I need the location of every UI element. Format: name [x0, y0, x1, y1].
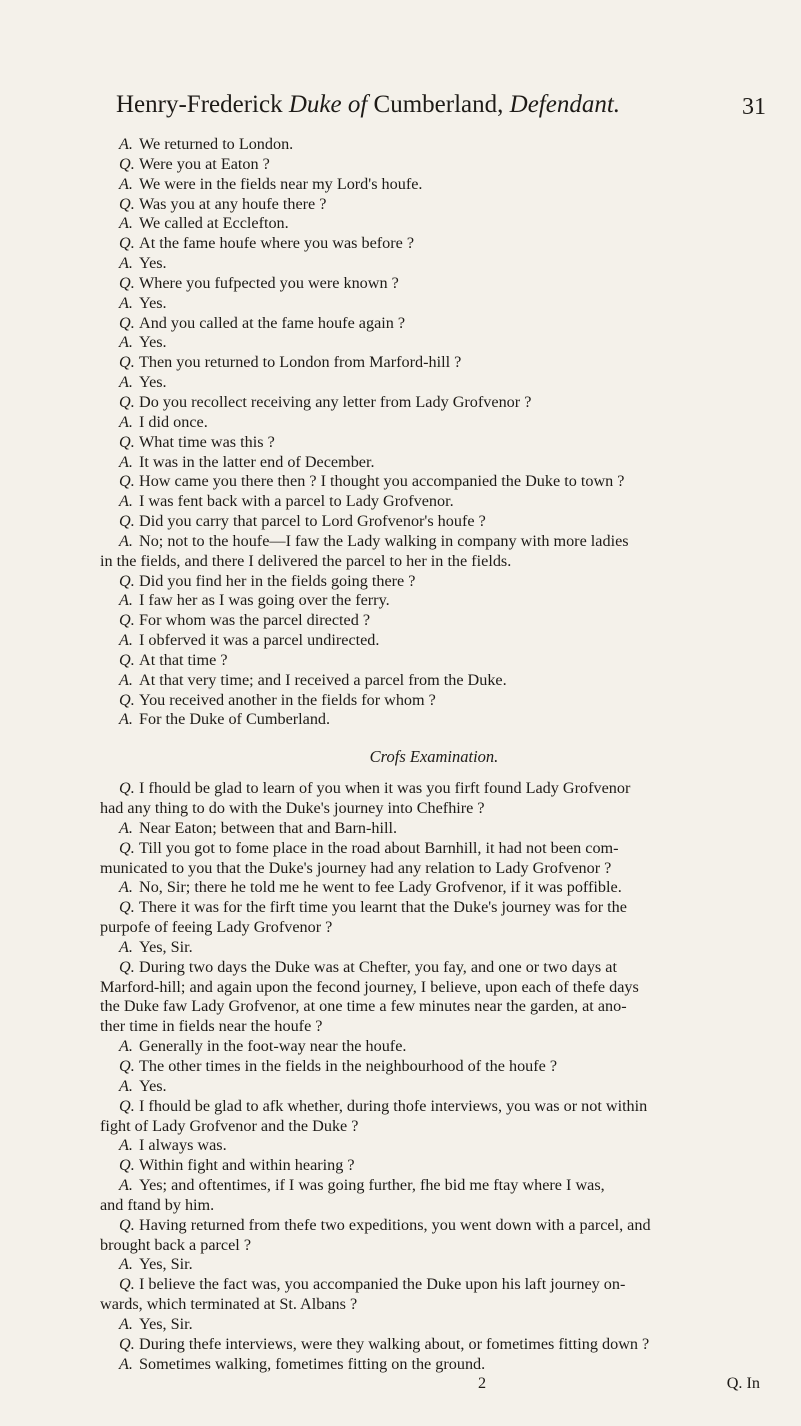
line-text: At the fame houfe where you was before ?	[139, 234, 415, 253]
line-text: For whom was the parcel directed ?	[139, 611, 371, 630]
page-number: 31	[742, 94, 766, 120]
text-line	[100, 552, 768, 572]
question-marker: Q.	[119, 957, 135, 976]
text-line	[100, 393, 768, 413]
text-line	[100, 234, 768, 254]
line-text: During two days the Duke was at Chefter, you fay, and one or two days at	[139, 957, 617, 976]
text-line	[100, 918, 768, 938]
line-text: municated to you that the Duke's journey had any relation to Lady Grofvenor ?	[100, 858, 612, 877]
line-text: Near Eaton; between that and Barn-hill.	[139, 818, 398, 837]
question-marker: Q.	[119, 432, 135, 451]
answer-marker: A.	[119, 492, 133, 511]
text-line	[100, 453, 768, 473]
cross-examination-heading: Crofs Examination.	[369, 747, 499, 767]
text-line	[100, 1136, 768, 1156]
answer-marker: A.	[119, 214, 133, 233]
text-line	[100, 1097, 768, 1117]
answer-marker: A.	[119, 1314, 133, 1333]
signature-mark: 2	[478, 1374, 487, 1393]
text-line	[100, 958, 768, 978]
question-marker: Q.	[119, 611, 135, 630]
answer-marker: A.	[119, 373, 133, 392]
line-text: I believe the fact was, you accompanied the Duke upon his laft journey on-	[139, 1275, 626, 1294]
text-line	[100, 1077, 768, 1097]
line-text: How came you there then ? I thought you accompanied the Duke to town ?	[139, 472, 625, 491]
text-line	[100, 591, 768, 611]
text-line	[100, 353, 768, 373]
text-line	[100, 135, 768, 155]
answer-marker: A.	[119, 333, 133, 352]
line-text: Where you fufpected you were known ?	[139, 273, 399, 292]
text-line	[100, 294, 768, 314]
text-line	[100, 819, 768, 839]
testimony-lines	[100, 135, 768, 730]
answer-marker: A.	[119, 1176, 133, 1195]
question-marker: Q.	[119, 392, 135, 411]
answer-marker: A.	[119, 1037, 133, 1056]
text-line	[100, 1335, 768, 1355]
text-line	[100, 1176, 768, 1196]
line-text: Sometimes walking, fometimes fitting on the ground.	[139, 1354, 486, 1373]
line-text: I was fent back with a parcel to Lady Grofvenor.	[139, 492, 454, 511]
text-line	[100, 195, 768, 215]
line-text: We returned to London.	[139, 135, 294, 153]
header-of: of	[347, 91, 368, 118]
text-line	[100, 413, 768, 433]
line-text: I always was.	[139, 1136, 227, 1155]
text-line	[100, 532, 768, 552]
line-text: No, Sir; there he told me he went to fee Lady Grofvenor, if it was poffible.	[139, 878, 622, 897]
line-text: brought back a parcel ?	[100, 1235, 252, 1254]
text-line	[100, 1017, 768, 1037]
answer-marker: A.	[119, 878, 133, 897]
line-text: Yes, Sir.	[139, 937, 193, 956]
line-text: Yes, Sir.	[139, 1255, 193, 1274]
line-text: Did you find her in the fields going there ?	[139, 571, 416, 590]
text-line	[100, 799, 768, 819]
text-line	[100, 1236, 768, 1256]
text-line	[100, 254, 768, 274]
line-text: Having returned from thefe two expeditions, you went down with a parcel, and	[139, 1215, 651, 1234]
text-line	[100, 671, 768, 691]
answer-marker: A.	[119, 531, 133, 550]
text-line	[100, 155, 768, 175]
text-line	[100, 1355, 768, 1375]
answer-marker: A.	[119, 293, 133, 312]
text-line	[100, 433, 768, 453]
text-line	[100, 373, 768, 393]
line-text: Marford-hill; and again upon the fecond journey, I believe, upon each of thefe days	[100, 977, 639, 996]
question-marker: Q.	[119, 234, 135, 253]
question-marker: Q.	[119, 838, 135, 857]
question-marker: Q.	[119, 353, 135, 372]
question-marker: Q.	[119, 1275, 135, 1294]
line-text: purpofe of feeing Lady Grofvenor ?	[100, 918, 333, 937]
header-title: Duke	[288, 91, 342, 118]
line-text: We called at Ecclefton.	[139, 214, 289, 233]
text-line	[100, 1315, 768, 1335]
answer-marker: A.	[119, 631, 133, 650]
question-marker: Q.	[119, 1056, 135, 1075]
answer-marker: A.	[119, 1076, 133, 1095]
text-line	[100, 1117, 768, 1137]
running-header	[116, 90, 766, 120]
line-text: At that time ?	[139, 650, 228, 669]
header-role: Defendant.	[509, 91, 621, 118]
page-body	[100, 135, 768, 1394]
answer-marker: A.	[119, 1354, 133, 1373]
line-text: At that very time; and I received a parcel from the Duke.	[139, 670, 507, 689]
line-text: I faw her as I was going over the ferry.	[139, 591, 390, 610]
text-line	[100, 878, 768, 898]
text-line	[100, 1057, 768, 1077]
line-text: Was you at any houfe there ?	[139, 194, 327, 213]
answer-marker: A.	[119, 1136, 133, 1155]
line-text: Yes.	[139, 254, 167, 273]
header-place: Cumberland,	[373, 91, 504, 118]
question-marker: Q.	[119, 512, 135, 531]
question-marker: Q.	[119, 1156, 135, 1175]
question-marker: Q.	[119, 472, 135, 491]
line-text: Yes.	[139, 293, 167, 312]
line-text: Yes, Sir.	[139, 1314, 193, 1333]
question-marker: Q.	[119, 194, 135, 213]
text-line	[100, 938, 768, 958]
question-marker: Q.	[119, 273, 135, 292]
line-text: had any thing to do with the Duke's journey into Chefhire ?	[100, 799, 485, 817]
line-text: Within fight and within hearing ?	[139, 1156, 355, 1175]
line-text: Generally in the foot-way near the houfe.	[139, 1037, 407, 1056]
line-text: the Duke faw Lady Grofvenor, at one time a few minutes near the garden, at ano-	[100, 997, 627, 1016]
answer-marker: A.	[119, 1255, 133, 1274]
line-text: Yes.	[139, 1076, 167, 1095]
line-text: There it was for the firft time you learnt that the Duke's journey was for the	[139, 898, 627, 917]
line-text: During thefe interviews, were they walking about, or fometimes fitting down ?	[139, 1334, 650, 1353]
line-text: You received another in the fields for whom ?	[139, 690, 436, 709]
line-text: No; not to the houfe—I faw the Lady walking in company with more ladies	[139, 531, 629, 550]
line-text: The other times in the fields in the neighbourhood of the houfe ?	[139, 1056, 558, 1075]
line-text: Yes; and oftentimes, if I was going further, fhe bid me ftay where I was,	[139, 1176, 605, 1195]
text-line	[100, 997, 768, 1017]
answer-marker: A.	[119, 174, 133, 193]
line-text: in the fields, and there I delivered the parcel to her in the fields.	[100, 551, 512, 570]
answer-marker: A.	[119, 670, 133, 689]
text-line	[100, 898, 768, 918]
text-line	[100, 175, 768, 195]
question-marker: Q.	[119, 1215, 135, 1234]
catchword: Q. In	[726, 1374, 760, 1393]
question-marker: Q.	[119, 1334, 135, 1353]
text-line	[100, 631, 768, 651]
answer-marker: A.	[119, 591, 133, 610]
line-text: I fhould be glad to afk whether, during thofe interviews, you was or not within	[139, 1096, 648, 1115]
answer-marker: A.	[119, 818, 133, 837]
line-text: Do you recollect receiving any letter from Lady Grofvenor ?	[139, 392, 532, 411]
answer-marker: A.	[119, 254, 133, 273]
question-marker: Q.	[119, 690, 135, 709]
text-line	[100, 214, 768, 234]
text-line	[100, 1196, 768, 1216]
line-text: I fhould be glad to learn of you when it was you firft found Lady Grofvenor	[139, 779, 631, 798]
cross-testimony-lines	[100, 779, 768, 1374]
text-line	[100, 710, 768, 730]
line-text: We were in the fields near my Lord's houfe.	[139, 174, 423, 193]
text-line	[100, 333, 768, 353]
line-text: For the Duke of Cumberland.	[139, 710, 331, 729]
line-text: I obferved it was a parcel undirected.	[139, 631, 380, 650]
question-marker: Q.	[119, 313, 135, 332]
question-marker: Q.	[119, 1096, 135, 1115]
text-line	[100, 472, 768, 492]
line-text: wards, which terminated at St. Albans ?	[100, 1295, 358, 1314]
page-footer	[100, 1374, 768, 1394]
line-text: Then you returned to London from Marford-hill ?	[139, 353, 462, 372]
line-text: I did once.	[139, 412, 208, 431]
header-name: Henry-Frederick	[116, 91, 283, 118]
question-marker: Q.	[119, 650, 135, 669]
question-marker: Q.	[119, 779, 135, 798]
text-line	[100, 779, 768, 799]
line-text: and ftand by him.	[100, 1195, 215, 1214]
answer-marker: A.	[119, 710, 133, 729]
line-text: Till you got to fome place in the road about Barnhill, it had not been com-	[139, 838, 619, 857]
line-text: fight of Lady Grofvenor and the Duke ?	[100, 1116, 359, 1135]
text-line	[100, 1275, 768, 1295]
text-line	[100, 859, 768, 879]
answer-marker: A.	[119, 135, 133, 153]
text-line	[100, 839, 768, 859]
line-text: And you called at the fame houfe again ?	[139, 313, 406, 332]
line-text: Were you at Eaton ?	[139, 154, 270, 173]
text-line	[100, 1295, 768, 1315]
text-line	[100, 1037, 768, 1057]
line-text: Yes.	[139, 333, 167, 352]
text-line	[100, 691, 768, 711]
text-line	[100, 1216, 768, 1236]
line-text: Did you carry that parcel to Lord Grofvenor's houfe ?	[139, 512, 486, 531]
answer-marker: A.	[119, 452, 133, 471]
line-text: ther time in fields near the houfe ?	[100, 1017, 323, 1036]
text-line	[100, 1156, 768, 1176]
question-marker: Q.	[119, 898, 135, 917]
text-line	[100, 651, 768, 671]
text-line	[100, 572, 768, 592]
text-line	[100, 274, 768, 294]
answer-marker: A.	[119, 937, 133, 956]
line-text: It was in the latter end of December.	[139, 452, 375, 471]
text-line	[100, 314, 768, 334]
question-marker: Q.	[119, 154, 135, 173]
line-text: What time was this ?	[139, 432, 275, 451]
answer-marker: A.	[119, 412, 133, 431]
text-line	[100, 512, 768, 532]
text-line	[100, 492, 768, 512]
text-line	[100, 611, 768, 631]
question-marker: Q.	[119, 571, 135, 590]
text-line	[100, 978, 768, 998]
text-line	[100, 1255, 768, 1275]
line-text: Yes.	[139, 373, 167, 392]
